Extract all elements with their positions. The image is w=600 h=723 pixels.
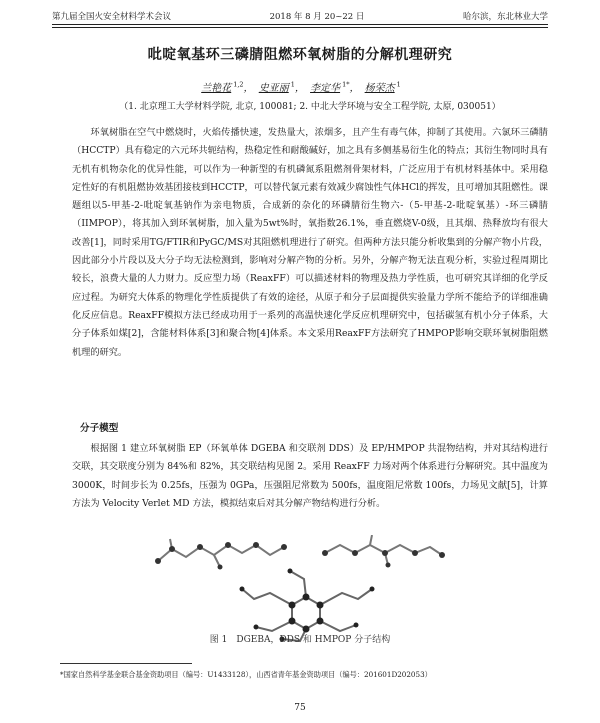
footnote-rule [60, 663, 192, 664]
dds-molecule [325, 535, 442, 565]
author-affil-mark: 1 [290, 80, 295, 89]
figure-caption: 图 1 DGEBA，DDS 和 HMPOP 分子结构 [209, 635, 391, 645]
author-name: 史亚丽 [258, 83, 289, 94]
running-header [52, 8, 548, 22]
conference-date: 2018 年 8 月 20~22 日 [269, 12, 365, 22]
model-paragraph: 根据图 1 建立环氧树脂 EP（环氧单体 DGEBA 和交联剂 DDS）及 EP/HMPOP 共混物结构，并对其结构进行交联，其交联度分别为 84%和 82%，其交联结构见图 2。采用 ReaxFF 力场对两个体系进行分解研究。其中温度为 3000K，时间步长为 0.25fs，压强为 0GPa，压强阻尼常数为 500fs，温度阻尼常数 100fs，力场见文献[5]，计算方法为 Velocity Verlet MD 方法，模拟结束后对其分解产物结构进行分析。 [72, 443, 548, 509]
author-list: 兰艳花 $^{1,2}$， 史亚丽 $^1$， 李定华 $^{1*}$， 杨荣杰 $^1$ [201, 80, 401, 94]
conference-name: 第九届全国火安全材料学术会议 [52, 12, 172, 22]
dds-atoms [322, 550, 445, 568]
funding-footnote: *国家自然科学基金联合基金资助项目（编号：U1433128），山西省青年基金资助项目（编号：201601D202053） [60, 670, 432, 679]
dgeba-molecule [158, 539, 284, 567]
conference-location: 哈尔滨，东北林业大学 [462, 12, 548, 22]
dgeba-atoms [155, 542, 287, 570]
paper-title: 吡啶氧基环三磷腈阻燃环氧树脂的分解机理研究 [147, 47, 453, 63]
author-affil-mark: 1 [396, 80, 401, 89]
intro-paragraph: 环氧树脂在空气中燃烧时，火焰传播快速，发热量大，浓烟多，且产生有毒气体，抑制了其使用。六氯环三磷腈（HCCTP）具有稳定的六元环共轭结构，热稳定性和耐酸碱好，加之具有多侧基易衍生化的特点；其衍生物同时具有无机有机物杂化的优异性能，可以作为一种新型的有机磷氮系阻燃剂骨架材料，广泛应用于有机材料基体中。采用稳定性好的有机阻燃协效基团接枝到HCCTP，可以替代氯元素有效减少腐蚀性气体HCl的挥发，且可增加其阻燃性。课题组以5-甲基-2-吡啶氧基钠作为亲电物质，合成新的杂化的环磷腈衍生物六-（5-甲基-2-吡啶氧基）-环三磷腈（IIMPOP），将其加入到环氧树脂，加入量为5wt%时，氧指数26.1%，垂直燃烧V-0级，且其烟、热释放均有很大改善[1]，同时采用TG/FTIR和PyGC/MS对其阻燃机理进行了研究。但两种方法只能分析收集到的分解产物小片段，因此部分小片段以及大分子均无法检测到，影响对分解产物的分析。另外，分解产物无法直观分析，实验过程周期比较长，浪费大量的人力财力。反应型力场（ReaxFF）可以描述材料的物理及热力学性质，也可研究其详细的化学反应过程。为研究大体系的物理化学性质提供了有效的途径，从原子和分子层面提供实验量力学所不能给予的详细准确化反应信息。ReaxFF模拟方法已经成功用于一系列的高温快速化学反应机理研究中，包括碳氢有机小分子体系，大分子体系如煤[2]，含能材料体系[3]和聚合物[4]体系。本文采用ReaxFF方法研究了HMPOP影响交联环氧树脂阻燃机理的研究。 [72, 127, 548, 358]
header-rule-thick [52, 24, 548, 25]
author-name: 兰艳花 [201, 83, 232, 94]
page-number: 75 [294, 703, 306, 713]
author-affil-mark: 1* [342, 80, 350, 89]
author-name: 杨荣杰 [364, 83, 395, 94]
hmpop-atoms [240, 569, 375, 642]
author-name: 李定华 [310, 83, 341, 94]
molecular-structure-figure [150, 535, 450, 645]
section-heading: 分子模型 [80, 423, 119, 434]
author-affil-mark: 1,2 [233, 80, 244, 89]
affiliation: （1. 北京理工大学材料学院, 北京, 100081; 2. 中北大学环境与安全工程学院, 太原, 030051） [119, 102, 501, 112]
header-rule-thin [52, 27, 548, 28]
